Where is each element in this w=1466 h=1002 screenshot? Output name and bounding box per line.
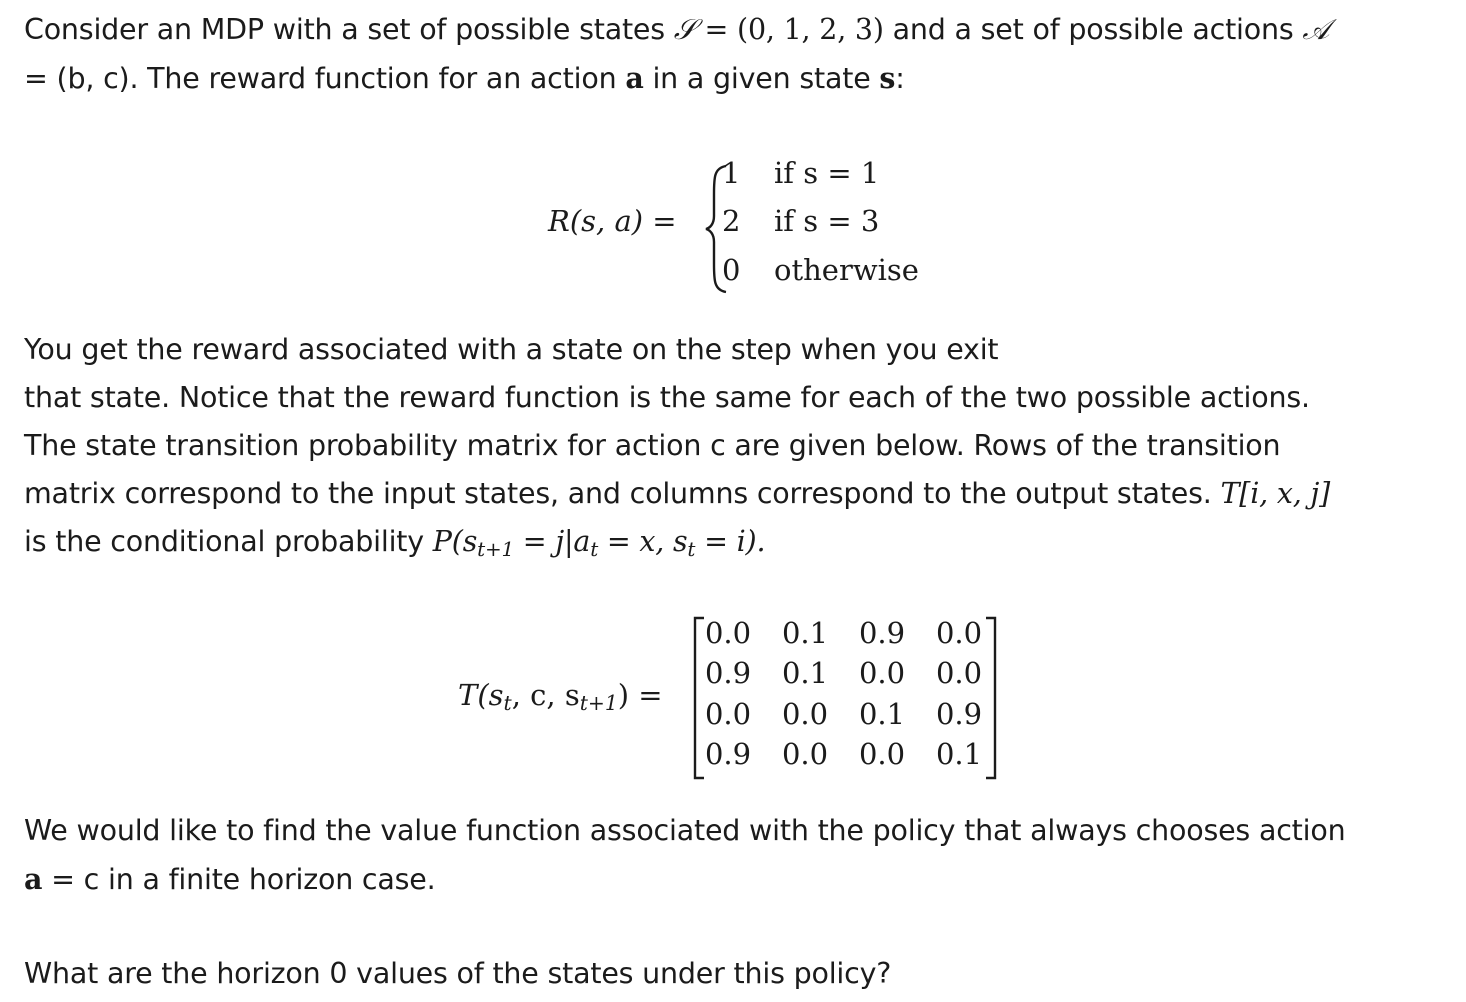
bold-s: s [879,61,896,95]
matrix-cell: 0.0 [704,697,752,731]
prob-part-1: (s [451,525,478,558]
prob-part-3: = x, s [598,525,688,558]
state-set-symbol: 𝒮 [673,13,696,46]
prob-part-4: = i). [695,525,766,558]
explain-line-2: that state. Notice that the reward function is the same for each of the two possible actions. [24,381,1310,414]
intro-text: Consider an MDP with a set of possible states [24,13,674,46]
bold-a: a [625,61,644,95]
matrix-cell: 0.1 [781,616,829,650]
explain-line-4 [24,470,1330,518]
matrix-lhs-mid: , c, s [511,678,580,712]
matrix-cell: 0.1 [781,656,829,690]
prob-part-2: = j|a [513,525,591,558]
reward-case-value-3: 0 [722,253,741,287]
explain-text-5: is the conditional probability [24,525,433,558]
policy-line-2 [24,855,436,904]
matrix-lhs-sub-2: t+1 [579,691,618,716]
reward-lhs: R(s, a) = [548,204,677,238]
question-text: What are the horizon 0 values of the states under this policy? [24,957,892,990]
conditional-probability [432,525,766,561]
matrix-cell: 0.9 [704,737,752,771]
reward-case-condition-3: otherwise [774,253,919,287]
intro-colon: : [895,62,905,95]
bold-a-policy: a [24,862,43,896]
matrix-lhs-T: T [458,678,478,712]
matrix-cell: 0.0 [858,737,906,771]
intro-text-3: in a given state [643,62,880,95]
prob-sub-3: t [687,536,696,561]
matrix-cell: 0.0 [781,737,829,771]
reward-case-condition-1: if s = 1 [774,156,880,190]
prob-sub-2: t [590,536,598,561]
matrix-cell: 0.9 [935,697,983,731]
matrix-cell: 0.0 [858,656,906,690]
matrix-cell: 0.0 [935,616,983,650]
intro-line-2 [24,54,905,103]
state-set-values: (0, 1, 2, 3) [737,13,884,46]
prob-sub-1: t+1 [477,536,514,561]
policy-text-2: = c in a finite horizon case. [42,863,436,896]
intro-text-2: = (b, c). The reward function for an action [24,62,626,95]
policy-line-1: We would like to find the value function associated with the policy that always chooses action [24,814,1346,847]
intro-line-1 [24,6,1329,54]
matrix-lhs-close: ) = [617,678,663,712]
equals-sign: = [695,13,738,46]
explain-line-5 [24,518,765,573]
matrix-lhs-sub-1: t [503,691,512,716]
explain-line-3: The state transition probability matrix for action c are given below. Rows of the transition [24,429,1281,462]
matrix-cell: 0.1 [858,697,906,731]
intro-text-actions: and a set of possible actions [883,13,1303,46]
matrix-lhs-open: (s [477,678,504,712]
explain-text-4: matrix correspond to the input states, and columns correspond to the output states. [24,477,1221,510]
matrix-cell: 0.9 [704,656,752,690]
matrix-cell: 0.1 [935,737,983,771]
action-set-symbol: 𝒜 [1302,13,1330,46]
prob-P: P [432,525,452,558]
matrix-lhs [458,678,663,715]
matrix-cell: 0.0 [781,697,829,731]
reward-case-value-1: 1 [722,156,741,190]
reward-case-value-2: 2 [722,204,741,238]
explain-line-1: You get the reward associated with a state on the step when you exit [24,333,999,366]
transition-notation: T[i, x, j] [1220,477,1331,510]
matrix-cell: 0.9 [858,616,906,650]
matrix-cell: 0.0 [704,616,752,650]
matrix-cell: 0.0 [935,656,983,690]
reward-case-condition-2: if s = 3 [774,204,880,238]
